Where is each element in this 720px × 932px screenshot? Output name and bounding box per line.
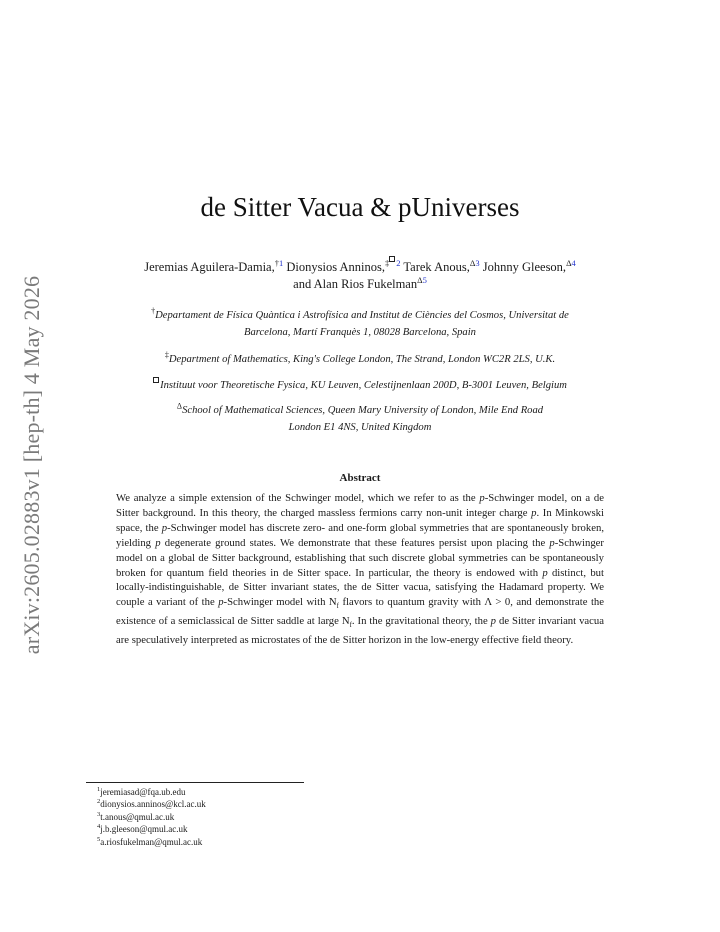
affiliation-text: Departament de Física Quàntica i Astrofísica and Institut de Ciències del Cosmos, Universitat de <box>155 310 569 321</box>
affiliation-kings <box>95 351 625 368</box>
author-line-1 <box>90 256 630 276</box>
author-list <box>90 256 630 293</box>
author-name: Johnny Gleeson, <box>482 259 567 274</box>
author-marks: †1 <box>274 257 284 268</box>
arxiv-sidebar <box>14 255 50 675</box>
footnote-link[interactable]: 5 <box>422 274 427 285</box>
email-link[interactable]: jeremiasad@fqa.ub.edu <box>100 787 186 797</box>
paper-title: de Sitter Vacua & pUniverses <box>200 192 520 222</box>
affiliation-leuven <box>95 377 625 394</box>
affiliation-text: School of Mathematical Sciences, Queen Mary University of London, Mile End Road <box>182 405 544 416</box>
author-name: and Alan Rios Fukelman <box>293 276 418 291</box>
affiliation-text: Department of Mathematics, King's College London, The Strand, London WC2R 2LS, U.K. <box>168 354 556 365</box>
email-link[interactable]: a.riosfukelman@qmul.ac.uk <box>100 836 203 847</box>
arxiv-identifier: arXiv:2605.02883v1 [hep-th] 4 May 2026 <box>19 275 44 655</box>
affiliation-symbol: † <box>151 306 156 316</box>
affiliation-barcelona <box>95 307 625 341</box>
affiliation-text: Instituut voor Theoretische Fysica, KU Leuven, Celestijnenlaan 200D, B-3001 Leuven, Belgium <box>160 380 567 391</box>
author-marks: Δ3 <box>469 257 480 268</box>
email-link[interactable]: t.anous@qmul.ac.uk <box>100 811 175 822</box>
email-link[interactable]: j.b.gleeson@qmul.ac.uk <box>100 824 188 835</box>
author-marks: Δ4 <box>566 257 576 268</box>
affiliation-text: London E1 4NS, United Kingdom <box>288 422 432 433</box>
box-icon <box>153 377 159 383</box>
affiliation-text: Barcelona, Martí Franquès 1, 08028 Barcelona, Spain <box>244 327 476 338</box>
author-name: Dionysios Anninos, <box>286 259 385 274</box>
box-icon <box>389 256 395 262</box>
footnote-link[interactable]: 4 <box>571 257 576 268</box>
abstract-heading: Abstract <box>339 472 381 484</box>
footnote-item: $^3$t.anous@qmul.ac.uk <box>97 810 175 822</box>
footnote-list <box>97 786 206 848</box>
abstract-body: We analyze a simple extension of the Schwinger model, which we refer to as the p-Schwinger model, on a de Sitter background. In this theory, the charged massless fermions carry non-unit integer charge p. In Minkowski space, the p-Schwinger model has discrete zero- and one-form global symmetries that are spontaneously broken, yielding p degenerate ground states. We demonstrate that these features persist upon placing the p-Schwinger model on a global de Sitter background, establishing that such discrete global symmetries can be spontaneously broken for quantum field theories in de Sitter space. In particular, the theory is endowed with p distinct, but locally-indistinguishable, de Sitter invariant states, the de Sitter vacua, satisfying the Hadamard property. We couple a variant of the p-Schwinger model with $N_f$ flavors to quantum gravity with Λ > 0, and demonstrate the existence of a semiclassical de Sitter saddle at large $N_f$. In the gravitational theory, the p de Sitter invariant vacua are speculatively interpreted as microstates of the de Sitter horizon in the low-energy effective field theory. <box>116 492 605 647</box>
footnote-link[interactable]: 1 <box>278 257 284 268</box>
author-name: Tarek Anous, <box>403 259 470 274</box>
footnote-link[interactable]: 2 <box>396 257 401 268</box>
affiliation-symbol: Δ <box>176 401 183 411</box>
affiliation-queen-mary <box>95 402 625 436</box>
author-marks: ‡ 2 <box>385 257 401 268</box>
footnote-item: $^5$a.riosfukelman@qmul.ac.uk <box>97 835 203 847</box>
affiliation-symbol: ‡ <box>164 350 169 360</box>
footnote-rule <box>86 782 304 783</box>
footnote-item: $^2$dionysios.anninos@kcl.ac.uk <box>97 798 206 810</box>
author-marks: Δ5 <box>417 274 427 285</box>
email-link[interactable]: dionysios.anninos@kcl.ac.uk <box>100 799 206 810</box>
author-line-2 <box>90 276 630 293</box>
footnote-item: $^4$j.b.gleeson@qmul.ac.uk <box>97 823 188 835</box>
footnote-item: $^1$jeremiasad@fqa.ub.edu <box>97 786 186 797</box>
author-name: Jeremias Aguilera-Damia, <box>144 259 275 274</box>
footnote-link[interactable]: 3 <box>475 257 480 268</box>
